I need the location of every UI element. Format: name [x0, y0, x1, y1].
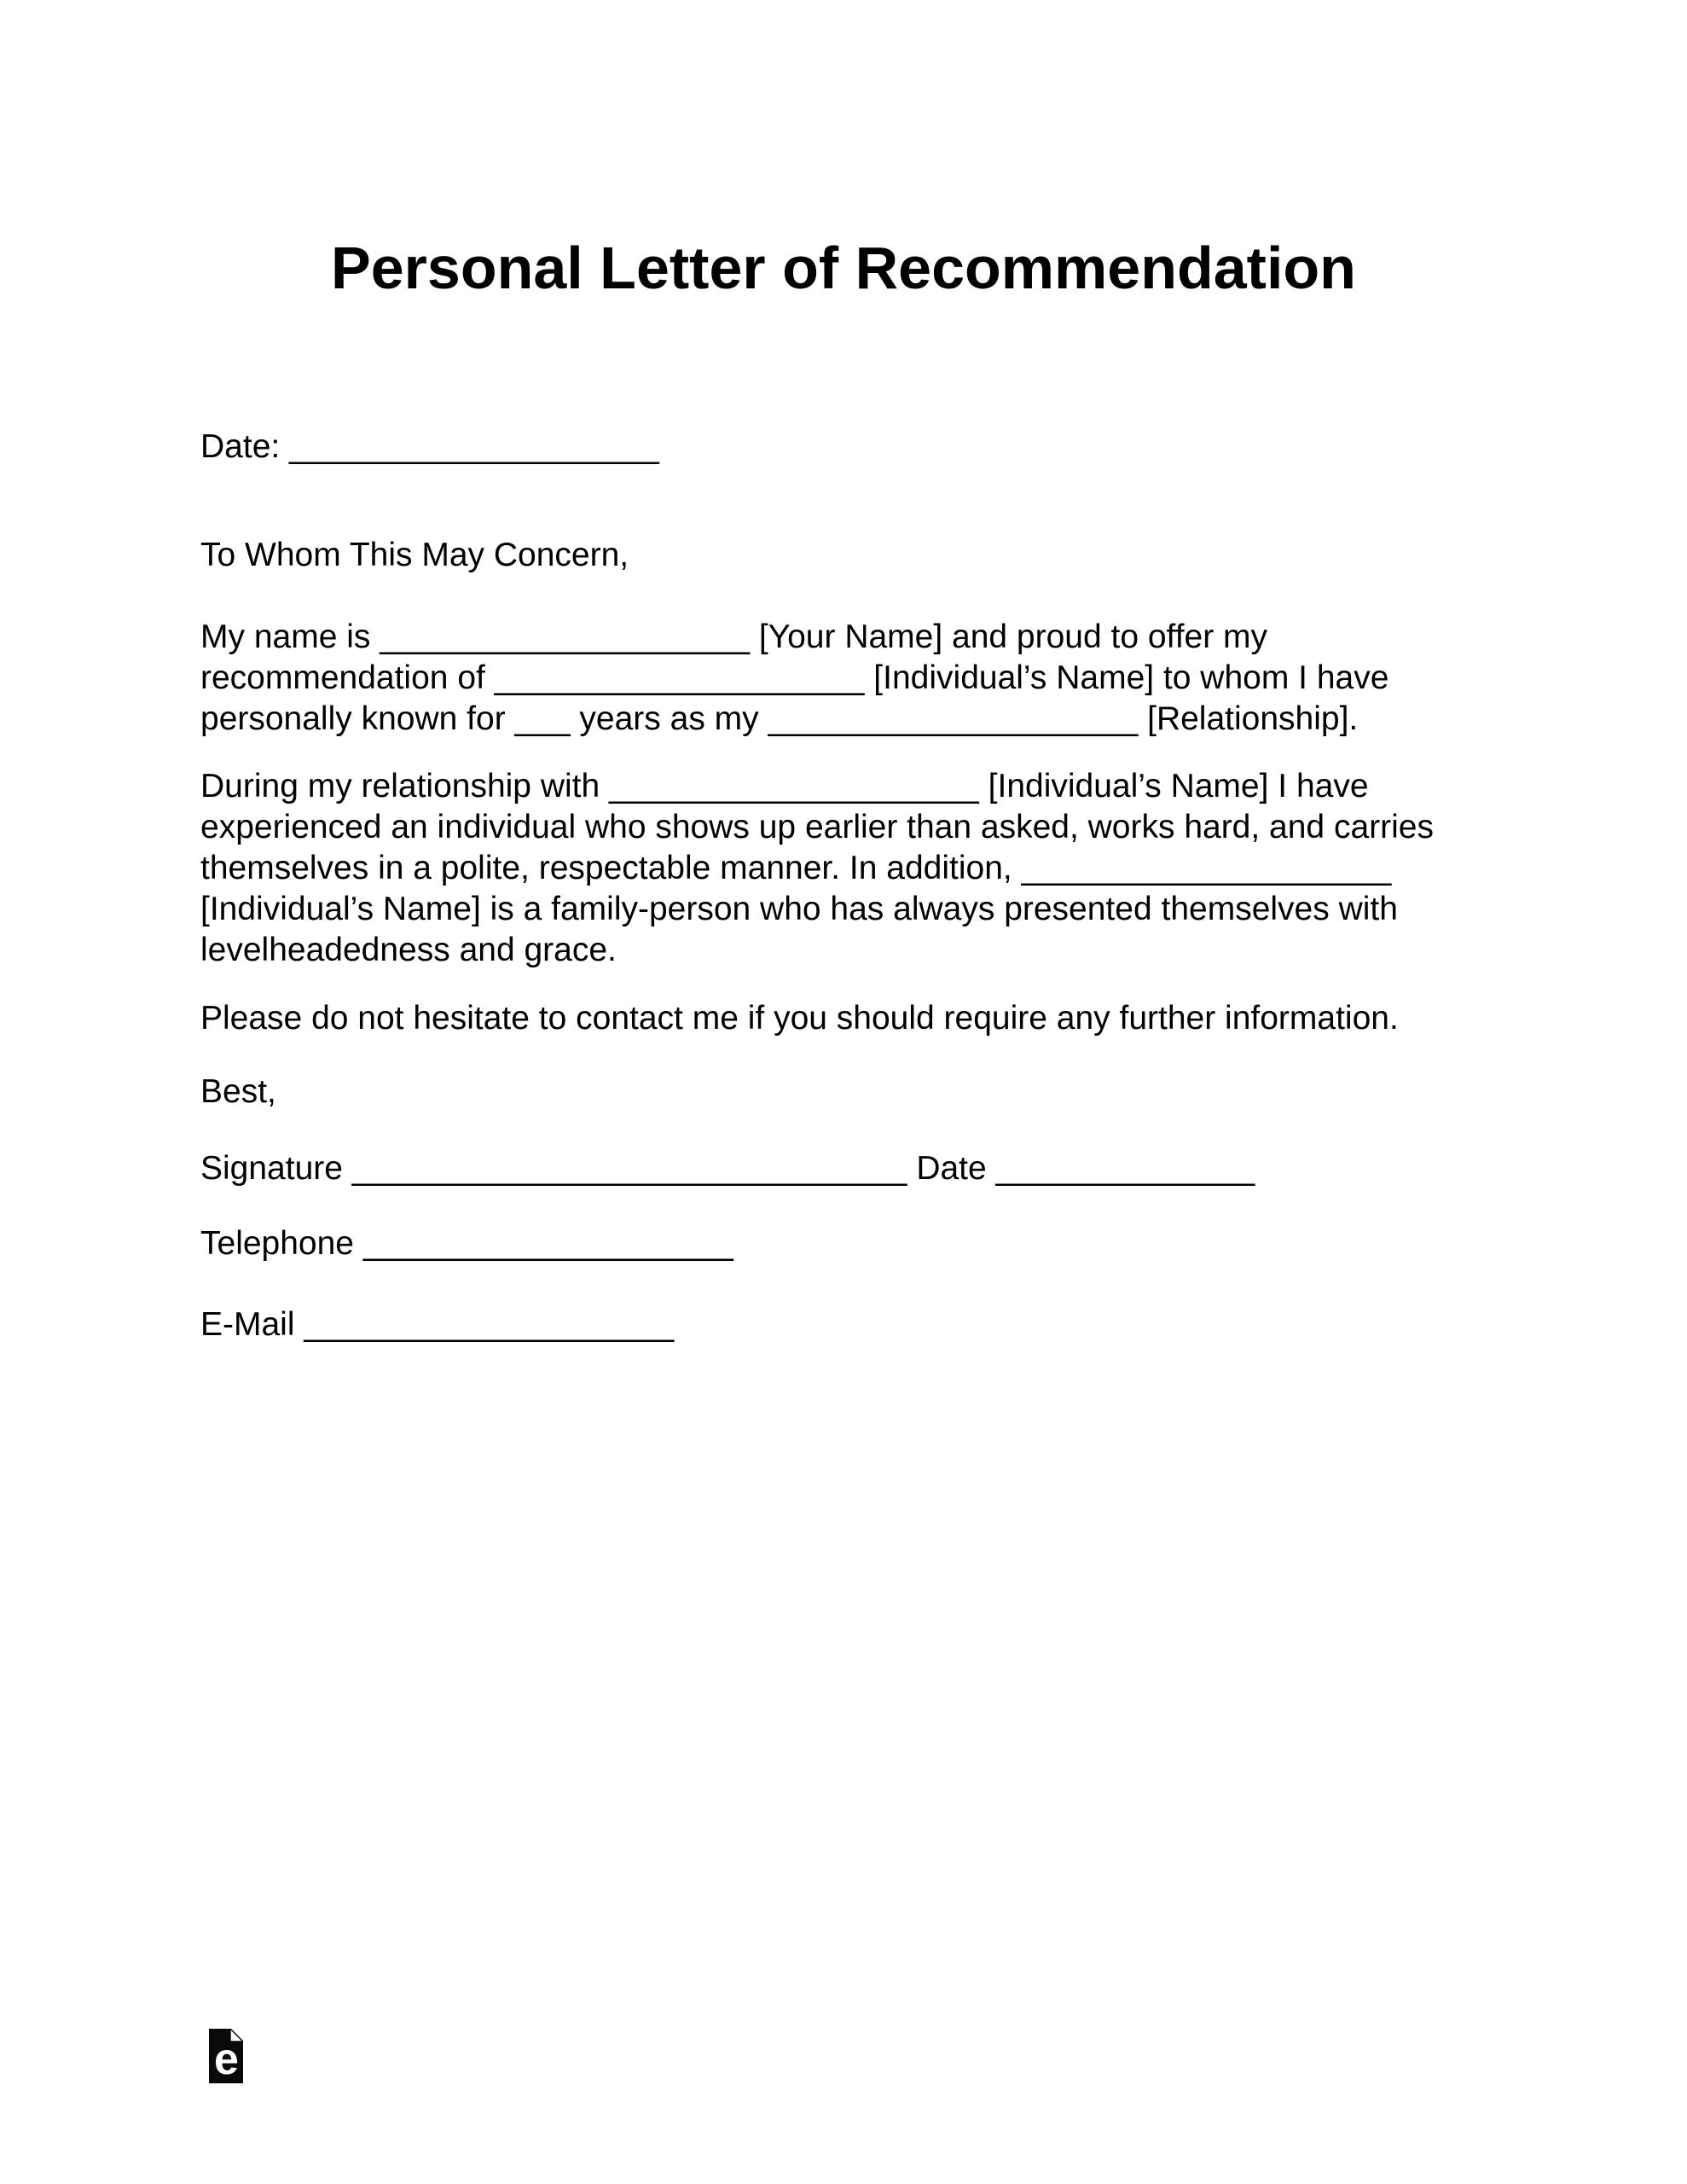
logo-letter: e: [214, 2035, 239, 2083]
signature-date-fill-in-line: Signature ______________________________ Date ______________: [200, 1150, 1255, 1187]
date-fill-in-line: Date: ____________________: [200, 428, 659, 465]
paragraph-line: personally known for ___ years as my ____________________ [Relationship].: [200, 700, 1359, 737]
paragraph-line: experienced an individual who shows up earlier than asked, works hard, and carries: [200, 809, 1434, 845]
paragraph-contact: Please do not hesitate to contact me if you should require any further information.: [200, 1000, 1399, 1037]
telephone-fill-in-line: Telephone ____________________: [200, 1225, 733, 1262]
eforms-document-logo: [209, 2029, 243, 2083]
paragraph-line: levelheadedness and grace.: [200, 932, 617, 968]
paragraph-line: recommendation of ____________________ [Individual’s Name] to whom I have: [200, 659, 1389, 696]
paragraph-relationship: [200, 766, 1505, 971]
document-title: Personal Letter of Recommendation: [331, 235, 1356, 301]
paragraph-introduction: [200, 617, 1505, 740]
closing: Best,: [200, 1073, 276, 1110]
paragraph-line: My name is ____________________ [Your Name] and proud to offer my: [200, 619, 1268, 655]
paragraph-line: During my relationship with ____________________ [Individual’s Name] I have: [200, 768, 1369, 804]
salutation: To Whom This May Concern,: [200, 537, 629, 573]
document-page-icon: [209, 2029, 243, 2083]
email-fill-in-line: E-Mail ____________________: [200, 1306, 675, 1343]
paragraph-line: [Individual’s Name] is a family-person who has always presented themselves with: [200, 891, 1398, 927]
paragraph-line: themselves in a polite, respectable manner. In addition, ____________________: [200, 850, 1392, 886]
